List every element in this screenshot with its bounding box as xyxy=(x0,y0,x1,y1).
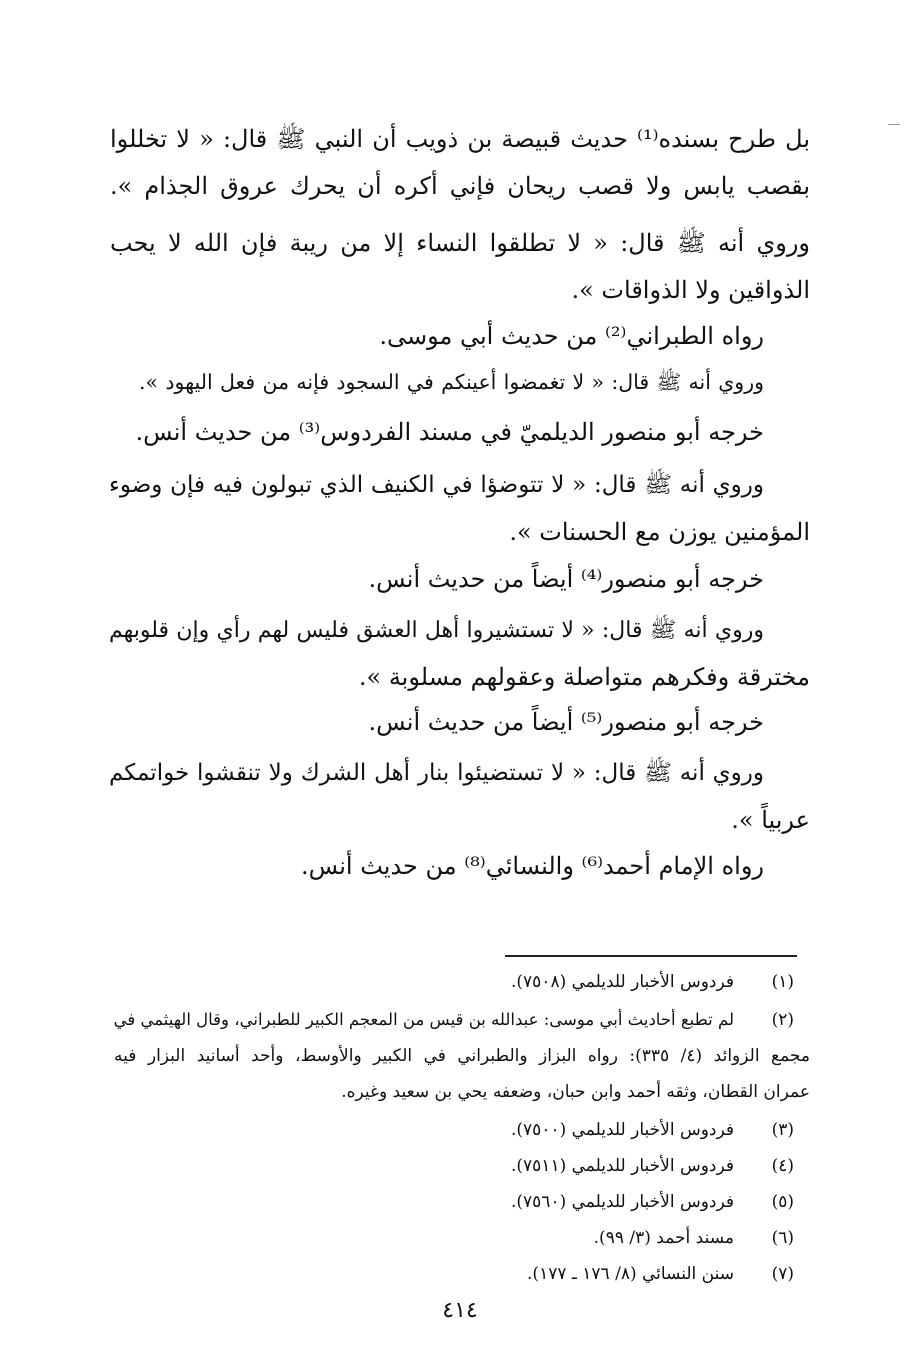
footnote-text: فردوس الأخبار للديلمي (٧٥٦٠). xyxy=(511,1192,734,1212)
body-line: خرجه أبو منصور الديلميّ في مسند الفردوس⁽³⁾ من حديث أنس. xyxy=(135,418,764,446)
page-number: ٤١٤ xyxy=(442,1298,478,1323)
footnote-number: (٢) xyxy=(771,1010,794,1030)
footnote-text: فردوس الأخبار للديلمي (٧٥١١). xyxy=(511,1156,734,1176)
footnote-number: (٧) xyxy=(771,1264,794,1284)
footnote-number: (٦) xyxy=(771,1228,794,1248)
footnote-separator xyxy=(505,955,797,957)
footnote-text: سنن النسائي (٨/ ١٧٦ ـ ١٧٧). xyxy=(527,1264,734,1284)
body-line: وروي أنه ﷺ قال: « لا تستضيئوا بنار أهل الشرك ولا تنقشوا خواتمكم xyxy=(109,760,764,786)
footnote-text: عمران القطان، وثقه أحمد وابن حبان، وضعفه يحي بن سعيد وغيره. xyxy=(341,1082,810,1102)
body-line: مخترقة وفكرهم متواصلة وعقولهم مسلوبة ». xyxy=(358,663,810,691)
body-line: وروي أنه ﷺ قال: « لا تطلقوا النساء إلا من ريبة فإن الله لا يحب xyxy=(110,229,810,257)
footnote-number: (٥) xyxy=(771,1192,794,1212)
body-line: رواه الإمام أحمد⁽⁶⁾ والنسائي⁽⁸⁾ من حديث أنس. xyxy=(301,852,764,880)
margin-mark xyxy=(888,124,900,125)
body-line: خرجه أبو منصور⁽⁴⁾ أيضاً من حديث أنس. xyxy=(368,565,764,593)
footnote-text: فردوس الأخبار للديلمي (٧٥٠٨). xyxy=(511,972,734,992)
footnote-text: فردوس الأخبار للديلمي (٧٥٠٠). xyxy=(511,1120,734,1140)
body-line: وروي أنه ﷺ قال: « لا تستشيروا أهل العشق فليس لهم رأي وإن قلوبهم xyxy=(109,618,764,643)
body-line: رواه الطبراني⁽²⁾ من حديث أبي موسى. xyxy=(379,322,764,350)
footnote-number: (٣) xyxy=(771,1120,794,1140)
body-line: عربياً ». xyxy=(731,806,810,834)
body-line: وروي أنه ﷺ قال: « لا تغمضوا أعينكم في السجود فإنه من فعل اليهود ». xyxy=(139,370,764,394)
body-line: بل طرح بسنده⁽¹⁾ حديث قبيصة بن ذويب أن النبي ﷺ قال: « لا تخللوا xyxy=(110,125,810,153)
body-line: المؤمنين يوزن مع الحسنات ». xyxy=(509,518,810,546)
footnote-text: لم تطبع أحاديث أبي موسى: عبدالله بن قيس من المعجم الكبير للطبراني، وقال الهيثمي في xyxy=(113,1010,734,1029)
footnote-number: (٤) xyxy=(771,1156,794,1176)
footnote-text: مسند أحمد (٣/ ٩٩). xyxy=(593,1228,734,1248)
body-line: وروي أنه ﷺ قال: « لا تتوضؤا في الكنيف الذي تبولون فيه فإن وضوء xyxy=(109,472,764,498)
body-line: الذواقين ولا الذواقات ». xyxy=(571,276,810,304)
body-line: بقصب يابس ولا قصب ريحان فإني أكره أن يحرك عروق الجذام ». xyxy=(110,172,810,200)
body-line: خرجه أبو منصور⁽⁵⁾ أيضاً من حديث أنس. xyxy=(368,708,764,736)
footnote-text: مجمع الزوائد (٤/ ٣٣٥): رواه البزاز والطبراني في الكبير والأوسط، وأحد أسانيد البزار فيه xyxy=(114,1046,810,1066)
footnote-number: (١) xyxy=(771,972,794,992)
